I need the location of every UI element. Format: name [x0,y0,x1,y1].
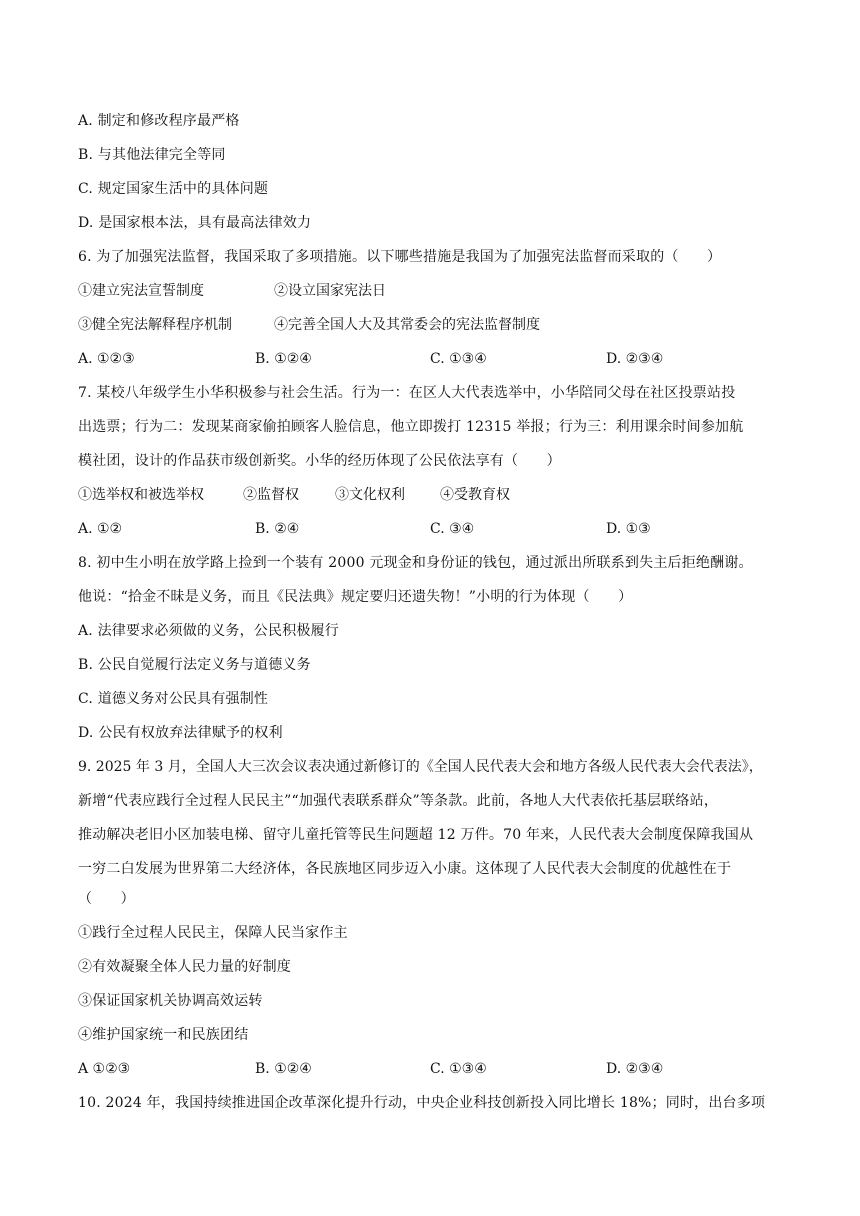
q6-option-d: D. ②③④ [606,351,664,367]
q7-option-a: A. ①② [78,521,123,537]
q9-stem-line-3: 推动解决老旧小区加装电梯、留守儿童托管等民生问题超 12 万件。70 年来，人民代表大会制度保障我国从 [78,827,754,843]
q7-stem-line-3: 模社团，设计的作品获市级创新奖。小华的经历体现了公民依法享有（ ） [78,453,561,469]
q7-option-c: C. ③④ [430,521,475,537]
q7-option-b: B. ②④ [255,521,300,537]
q9-option-d: D. ②③④ [606,1061,664,1077]
q5-option-b: B. 与其他法律完全等同 [78,147,226,163]
q6-statement-4: ④完善全国人大及其常委会的宪法监督制度 [274,317,540,333]
q6-stem: 6. 为了加强宪法监督，我国采取了多项措施。以下哪些措施是我国为了加强宪法监督而采取的（ ） [78,249,722,265]
q6-statement-3: ③健全宪法解释程序机制 [78,317,232,333]
q5-option-c: C. 规定国家生活中的具体问题 [78,181,269,197]
q9-option-b: B. ①②④ [255,1061,312,1077]
q5-option-a: A. 制定和修改程序最严格 [78,113,240,129]
q6-statement-1: ①建立宪法宣誓制度 [78,283,204,299]
q9-stem-line-4: 一穷二白发展为世界第二大经济体，各民族地区同步迈入小康。这体现了人民代表大会制度的优越性在于 [78,861,732,877]
q9-stem-line-1: 9. 2025 年 3 月，全国人大三次会议表决通过新修订的《全国人民代表大会和地方各级人民代表大会代表法》， [78,759,763,775]
q6-option-a: A. ①②③ [78,351,135,367]
q7-stem-line-1: 7. 某校八年级学生小华积极参与社会生活。行为一：在区人大代表选举中，小华陪同父母在社区投票站投 [78,385,736,401]
q8-option-d: D. 公民有权放弃法律赋予的权利 [78,725,283,741]
q6-option-c: C. ①③④ [430,351,487,367]
q8-option-b: B. 公民自觉履行法定义务与道德义务 [78,657,311,673]
q8-stem-line-2: 他说：“拾金不昧是义务，而且《民法典》规定要归还遗失物！”小明的行为体现（ ） [78,589,633,605]
q8-option-a: A. 法律要求必须做的义务，公民积极履行 [78,623,340,639]
q9-stem-line-2: 新增“代表应践行全过程人民民主”“加强代表联系群众”等条款。此前，各地人大代表依托基层联络站， [78,793,719,809]
q9-answer-bracket: （ ） [78,891,135,907]
q7-statement-1: ①选举权和被选举权 [78,487,204,503]
q8-option-c: C. 道德义务对公民具有强制性 [78,691,269,707]
q6-option-b: B. ①②④ [255,351,312,367]
q9-statement-2: ②有效凝聚全体人民力量的好制度 [78,959,291,975]
q9-statement-4: ④维护国家统一和民族团结 [78,1027,249,1043]
q7-statement-3: ③文化权利 [335,487,405,503]
q9-option-a: A ①②③ [78,1061,131,1077]
q7-option-d: D. ①③ [606,521,651,537]
q7-statement-4: ④受教育权 [440,487,510,503]
q9-option-c: C. ①③④ [430,1061,487,1077]
q9-statement-1: ①践行全过程人民民主，保障人民当家作主 [78,925,348,941]
q7-statement-2: ②监督权 [243,487,299,503]
q9-statement-3: ③保证国家机关协调高效运转 [78,993,263,1009]
q6-statement-2: ②设立国家宪法日 [274,283,386,299]
q7-stem-line-2: 出选票；行为二：发现某商家偷拍顾客人脸信息，他立即拨打 12315 举报；行为三：利用课余时间参加航 [78,419,744,435]
q10-stem-line-1: 10. 2024 年，我国持续推进国企改革深化提升行动，中央企业科技创新投入同比增长 18%；同时，出台多项 [78,1095,766,1111]
q8-stem-line-1: 8. 初中生小明在放学路上捡到一个装有 2000 元现金和身份证的钱包，通过派出所联系到失主后拒绝酬谢。 [78,555,753,571]
q5-option-d: D. 是国家根本法，具有最高法律效力 [78,215,312,231]
